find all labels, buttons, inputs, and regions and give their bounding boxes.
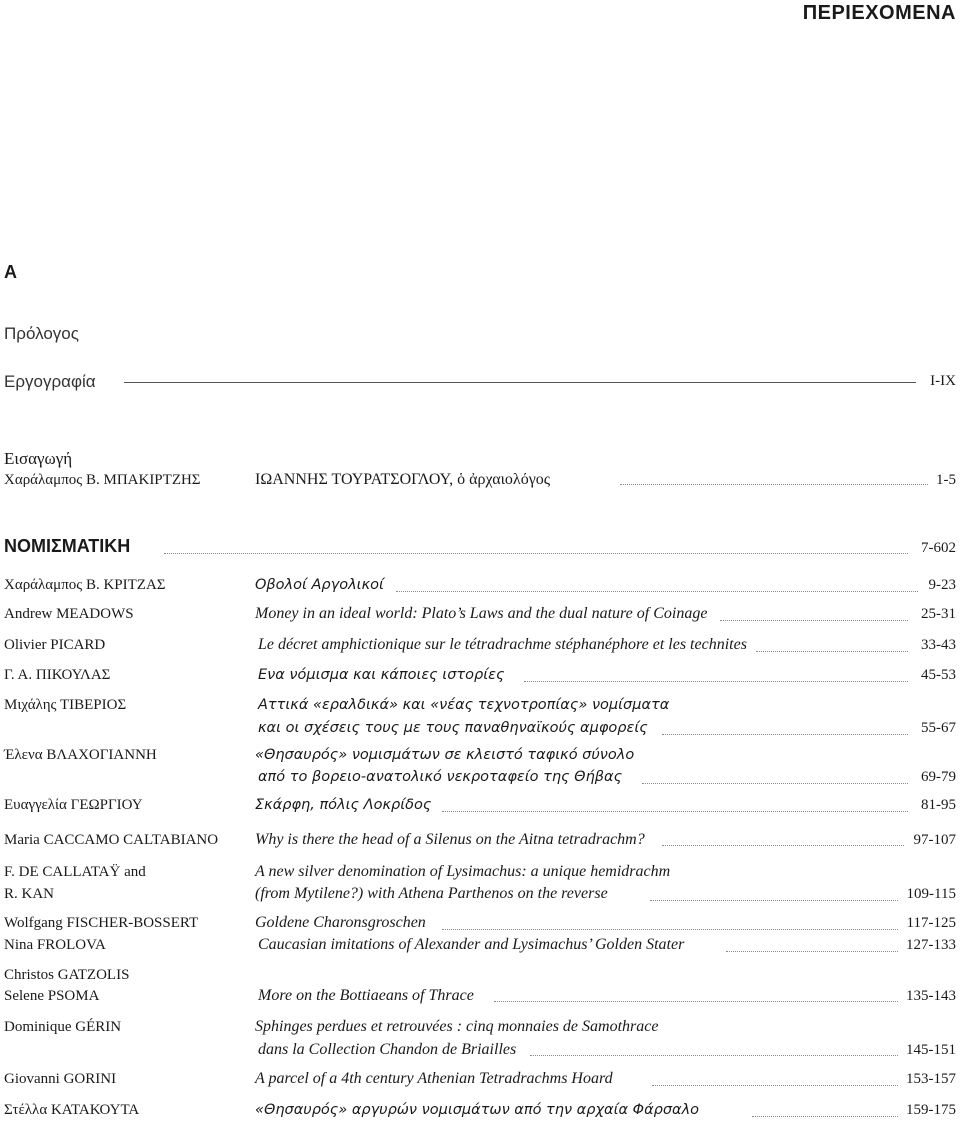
toc-title: Why is there the head of a Silenus on the Aitna tetradrachm? — [255, 831, 645, 848]
toc-leader — [726, 951, 898, 952]
toc-pages: 145-151 — [906, 1042, 956, 1058]
toc-leader — [756, 651, 908, 652]
toc-author: Χαράλαμπος Β. ΚΡΙΤΖΑΣ — [4, 577, 166, 593]
toc-leader — [662, 845, 904, 846]
toc-leader — [442, 929, 898, 930]
numismatics-leader — [164, 553, 908, 554]
toc-leader — [650, 900, 898, 901]
toc-pages: 9-23 — [928, 577, 956, 593]
toc-leader — [494, 1001, 898, 1002]
toc-pages: 109-115 — [906, 886, 956, 902]
toc-title: «Θησαυρός» αργυρών νομισμάτων από την αρχαία Φάρσαλο — [255, 1102, 700, 1118]
toc-title: Caucasian imitations of Alexander and Lysimachus’ Golden Stater — [258, 936, 685, 953]
section-letter: Α — [4, 262, 17, 282]
toc-leader — [720, 620, 908, 621]
numismatics-heading: ΝΟΜΙΣΜΑΤΙΚΗ — [4, 536, 131, 556]
toc-title: Αττικά «εραλδικά» και «νέας τεχνοτροπίας» νομίσματα — [258, 697, 670, 713]
toc-author: Olivier PICARD — [4, 637, 106, 653]
toc-pages: 97-107 — [913, 832, 956, 848]
toc-author: R. KAN — [4, 886, 55, 902]
toc-author: Μιχάλης ΤΙΒΕΡΙΟΣ — [4, 697, 127, 713]
toc-leader — [396, 591, 918, 592]
toc-leader — [752, 1116, 898, 1117]
toc-author: Έλενα ΒΛΑΧΟΓΙΑΝΝΗ — [4, 747, 157, 763]
toc-leader — [530, 1055, 898, 1056]
toc-title: Goldene Charonsgroschen — [255, 914, 426, 931]
toc-title: Οβολοί Αργολικοί — [255, 577, 384, 593]
toc-pages: 153-157 — [906, 1071, 956, 1087]
toc-title: More on the Bottiaeans of Thrace — [258, 987, 474, 1004]
toc-pages: 55-67 — [921, 720, 956, 736]
page-title: ΠΕΡΙΕΧΟΜΕΝΑ — [802, 2, 956, 24]
bibliography-rule — [124, 382, 916, 383]
toc-leader — [642, 783, 908, 784]
intro-leader — [620, 484, 928, 485]
toc-title: «Θησαυρός» νομισμάτων σε κλειστό ταφικό σύνολο — [255, 747, 635, 763]
toc-pages: 127-133 — [906, 937, 956, 953]
toc-author: Selene PSOMA — [4, 988, 100, 1004]
toc-pages: 117-125 — [906, 915, 956, 931]
toc-pages: 81-95 — [921, 797, 956, 813]
bibliography-pages: I-IX — [930, 373, 956, 389]
toc-author: Dominique GÉRIN — [4, 1019, 122, 1035]
toc-title: Le décret amphictionique sur le tétradrachme stéphanéphore et les technites — [258, 636, 747, 653]
toc-pages: 135-143 — [906, 988, 956, 1004]
intro-author: Χαράλαμπος Β. ΜΠΑΚΙΡΤΖΗΣ — [4, 472, 201, 488]
toc-author: Wolfgang FISCHER-BOSSERT — [4, 915, 199, 931]
toc-title: A parcel of a 4th century Athenian Tetradrachms Hoard — [255, 1070, 613, 1087]
toc-title: (from Mytilene?) with Athena Parthenos on the reverse — [255, 885, 608, 902]
toc-leader — [652, 1085, 898, 1086]
toc-author: Giovanni GORINI — [4, 1071, 117, 1087]
toc-author: Στέλλα ΚΑΤΑΚΟΥΤΑ — [4, 1102, 140, 1118]
toc-author: Christos GATZOLIS — [4, 967, 130, 983]
toc-author: Maria CACCAMO CALTABIANO — [4, 832, 219, 848]
toc-author: Nina FROLOVA — [4, 937, 106, 953]
prologue-label: Πρόλογος — [4, 324, 79, 343]
toc-author: Ευαγγελία ΓΕΩΡΓΙΟΥ — [4, 797, 143, 813]
toc-leader — [442, 811, 908, 812]
toc-title: από το βορειο-ανατολικό νεκροταφείο της Θήβας — [258, 769, 623, 785]
toc-title: Sphinges perdues et retrouvées : cinq monnaies de Samothrace — [255, 1018, 659, 1035]
toc-pages: 69-79 — [921, 769, 956, 785]
toc-title: dans la Collection Chandon de Briailles — [258, 1041, 517, 1058]
introduction-label: Εισαγωγή — [4, 449, 73, 468]
toc-title: A new silver denomination of Lysimachus: a unique hemidrachm — [255, 863, 671, 880]
toc-author: Andrew MEADOWS — [4, 606, 134, 622]
numismatics-pages: 7-602 — [921, 540, 956, 556]
toc-pages: 25-31 — [921, 606, 956, 622]
toc-title: Ενα νόμισμα και κάποιες ιστορίες — [258, 667, 505, 683]
bibliography-label: Εργογραφία — [4, 372, 96, 391]
toc-leader — [524, 681, 908, 682]
toc-pages: 159-175 — [906, 1102, 956, 1118]
toc-pages: 45-53 — [921, 667, 956, 683]
toc-author: Γ. Α. ΠΙΚΟΥΛΑΣ — [4, 667, 111, 683]
intro-pages: 1-5 — [936, 472, 956, 488]
intro-title: ΙΩΑΝΝΗΣ ΤΟΥΡΑΤΣΟΓΛΟΥ, ὁ ἀρχαιολόγος — [255, 471, 551, 488]
toc-title: Money in an ideal world: Plato’s Laws and the dual nature of Coinage — [255, 605, 708, 622]
toc-leader — [662, 734, 908, 735]
toc-pages: 33-43 — [921, 637, 956, 653]
toc-title: και οι σχέσεις τους με τους παναθηναϊκούς αμφορείς — [258, 720, 648, 736]
toc-title: Σκάρφη, πόλις Λοκρίδος — [255, 797, 432, 813]
toc-author: F. DE CALLATAŸ and — [4, 864, 146, 880]
